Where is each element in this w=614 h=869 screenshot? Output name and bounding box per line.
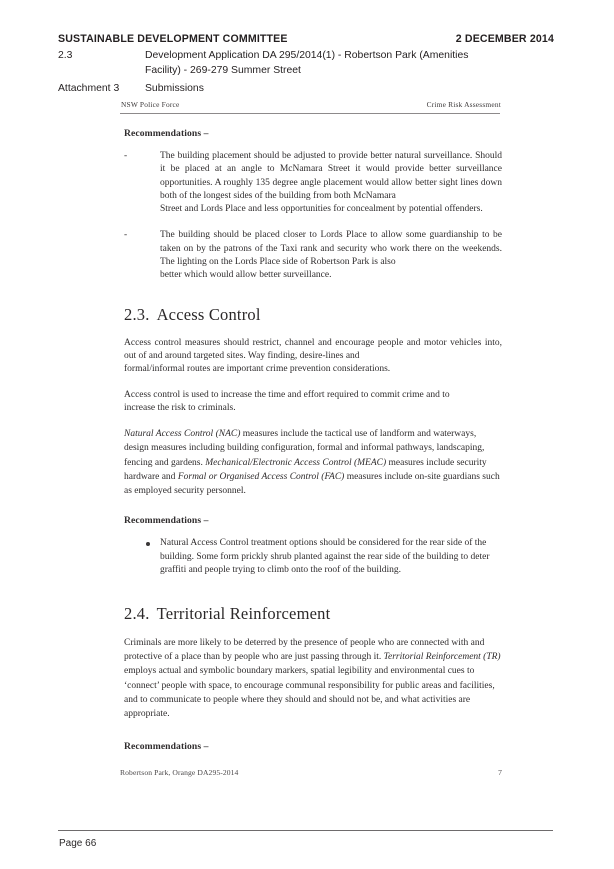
agenda-title-row	[58, 33, 554, 45]
scan-content	[120, 100, 502, 763]
agenda-item-title-line2: Facility) - 269-279 Summer Street	[145, 65, 301, 77]
attachment-value: Submissions	[145, 83, 204, 95]
section-number: 2.4.	[124, 603, 150, 623]
tr-p1-italic-tr: Territorial Reinforcement (TR)	[383, 652, 501, 663]
ac-p3-italic-fac: Formal or Organised Access Control (FAC)	[177, 471, 345, 482]
dash-marker: -	[124, 230, 128, 241]
section-number: 2.3.	[124, 304, 150, 324]
access-control-paragraph-1	[124, 337, 502, 377]
ac-p1-main: Access control measures should restrict, channel and encourage people and motor vehicles into, out of and around targeted sites. Way finding, desire-lines and	[124, 337, 502, 361]
running-head-left: NSW Police Force	[121, 100, 180, 109]
recommendation-first-line: The building should be placed closer to Lords Place to allow some	[160, 230, 426, 241]
ac-p2-last: increase the risk to criminals.	[124, 402, 236, 413]
page-footer-label: Page 66	[59, 838, 97, 849]
recommendation-rest: guardianship to be taken on by the patrons of the Taxi rank and security who work there on the weekends. The lighting on the Lords Place side of Robertson Park is also	[160, 230, 503, 268]
recommendation-item	[120, 150, 502, 216]
ac-p3-italic-meac: Mechanical/Electronic Access Control (MEAC)	[205, 457, 387, 468]
scan-footer-page-number: 7	[498, 768, 502, 777]
ac-p3-text-1: measures include the tactical use of landform and waterways, design measures including building configuration, formal and informal pathways, landscaping, fencing and gardens.	[124, 429, 485, 468]
agenda-item-row	[58, 48, 554, 78]
recommendation-text	[160, 229, 502, 282]
committee-name: SUSTAINABLE DEVELOPMENT COMMITTEE	[58, 33, 288, 45]
scan-footer	[120, 768, 502, 777]
recommendations-heading-1: Recommendations –	[124, 128, 209, 139]
ac-p3-text-3: measures include on-site guardians such as employed security personnel.	[124, 471, 500, 496]
access-control-paragraph-2	[124, 389, 502, 416]
section-heading-access-control	[124, 305, 502, 325]
ac-p1-last: formal/informal routes are important crime prevention considerations.	[124, 364, 391, 375]
page-footer-rule	[58, 830, 553, 831]
list-item	[124, 537, 502, 578]
access-control-recommendation-list	[124, 537, 502, 578]
running-head	[120, 100, 502, 113]
recommendation-first-line: The building placement should be adjusted to provide better natural	[160, 151, 422, 161]
agenda-item-title	[145, 48, 554, 78]
running-head-right: Crime Risk Assessment	[426, 100, 501, 109]
attachment-label: Attachment 3	[58, 83, 120, 95]
recommendation-text	[160, 150, 502, 216]
agenda-item-title-line1: Development Application DA 295/2014(1) - Robertson Park (Amenities	[145, 50, 469, 61]
tr-p1-text-1: employs actual and symbolic boundary markers, spatial legibility and environmental cues to ‘connect’ people with space, to encourage communal responsibility for public areas and facilities, and to communicate to people where they should and should not be, and what activities are appropriate.	[124, 666, 495, 719]
list-item-text: Natural Access Control treatment options should be considered for the rear side of the building. Some form prickly shrub planted against the rear side of the building to deter graffiti and people trying to climb onto the roof of the building.	[160, 538, 490, 576]
running-head-rule	[120, 113, 500, 114]
recommendation-last-line: Street and Lords Place and less opportunities for concealment by potential offenders.	[160, 204, 483, 215]
ac-p2-main: Access control is used to increase the time and effort required to commit crime and to	[124, 389, 450, 400]
territorial-reinforcement-paragraph-1	[124, 636, 502, 721]
recommendation-last-line: better which would allow better surveillance.	[160, 270, 332, 281]
recommendations-heading-3: Recommendations –	[124, 741, 209, 753]
tr-p1-text-0: Criminals are more likely to be deterred by the presence of people who are connected with and protective of a place than by people who are just passing through it.	[124, 637, 485, 663]
recommendations-heading-2: Recommendations –	[124, 515, 209, 527]
meeting-date: 2 DECEMBER 2014	[455, 33, 554, 45]
ac-p3-text-2: measures include security hardware and	[124, 457, 487, 482]
bullet-icon	[146, 542, 150, 546]
agenda-item-number: 2.3	[58, 50, 73, 61]
agenda-header	[58, 33, 554, 97]
recommendation-item	[120, 229, 502, 282]
section-title: Territorial Reinforcement	[156, 603, 331, 623]
agenda-attachment-row	[58, 81, 554, 96]
dash-marker: -	[124, 151, 128, 161]
section-heading-territorial-reinforcement	[124, 604, 502, 624]
ac-p3-italic-nac: Natural Access Control (NAC)	[124, 429, 241, 440]
section-title: Access Control	[156, 304, 261, 324]
access-control-paragraph-3	[124, 427, 502, 498]
scan-footer-reference: Robertson Park, Orange DA295-2014	[120, 768, 239, 777]
recommendation-rest: surveillance. Should it be placed at an angle to McNamara Street it would provide better surveillance opportunities. A roughly 135 degree angle placement would allow better sight lines down both of the longest sides of the building from both McNamara	[160, 151, 502, 201]
scanned-submission	[0, 100, 614, 800]
